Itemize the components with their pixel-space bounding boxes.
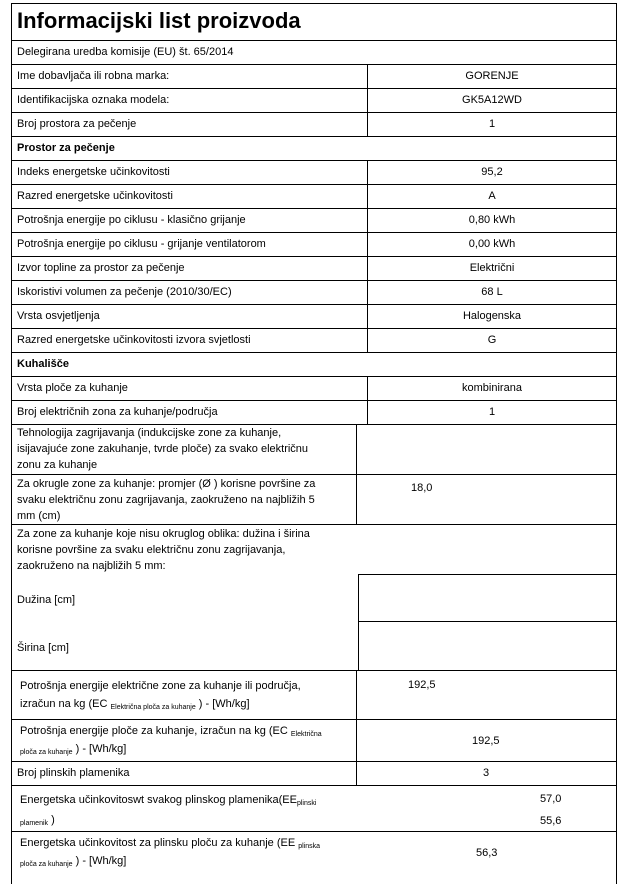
- hob-type-label: Vrsta ploče za kuhanje: [17, 382, 128, 394]
- oven-row-label: Iskoristivi volumen za pečenje (2010/30/EC): [17, 286, 232, 298]
- gas-burners-row: [12, 762, 616, 786]
- table-row: [12, 185, 616, 209]
- nonround-zone-block: [12, 525, 616, 671]
- length-label: Dužina [cm]: [17, 594, 76, 606]
- length-value-cell: [358, 574, 616, 622]
- oven-row-label: Vrsta osvjetljenja: [17, 310, 100, 322]
- hob-energy-value: 192,5: [472, 735, 500, 747]
- oven-row-value: G: [487, 334, 497, 346]
- oven-section-row: [12, 137, 616, 161]
- hob-section-heading: Kuhališče: [17, 358, 69, 370]
- oven-row-value: 0,00 kWh: [468, 238, 516, 250]
- width-label: Širina [cm]: [17, 642, 69, 654]
- gas-hob-efficiency-row: [12, 832, 616, 884]
- page-title: Informacijski list proizvoda: [17, 8, 301, 33]
- round-zone-label-line2: svaku električnu zonu zagrijavanja, zaokruženo na najbližih 5: [17, 494, 315, 506]
- gas-efficiency-label-line2: $_{plamenik}$ ): [20, 814, 55, 827]
- oven-row-label: Razred energetske učinkovitosti izvora svjetlosti: [17, 334, 251, 346]
- hob-section-row: [12, 353, 616, 377]
- table-row: [12, 209, 616, 233]
- model-value: GK5A12WD: [462, 94, 522, 106]
- zone-energy-label-line2: izračun na kg (EC $_{Električna ploča za kuhanje}$ ) - [Wh/kg]: [20, 698, 250, 711]
- zones-value: 1: [488, 406, 496, 418]
- oven-section-heading: Prostor za pečenje: [17, 142, 115, 154]
- hob-type-value: kombinirana: [462, 382, 522, 394]
- hob-energy-label-line2: $_{ploča za kuhanje}$ ) - [Wh/kg]: [20, 743, 127, 756]
- zone-energy-row: [12, 671, 616, 720]
- oven-row-value: Električni: [469, 262, 515, 274]
- cavities-label: Broj prostora za pečenje: [17, 118, 137, 130]
- oven-row-label: Izvor topline za prostor za pečenje: [17, 262, 185, 274]
- hob-energy-label-line1: Potrošnja energije ploče za kuhanje, izračun na kg (EC $_{Električna}$: [20, 725, 322, 738]
- table-row: [12, 281, 616, 305]
- product-information-sheet: [11, 3, 617, 884]
- oven-row-label: Potrošnja energije po ciklusu - grijanje ventilatorom: [17, 238, 266, 250]
- supplier-label: Ime dobavljača ili robna marka:: [17, 70, 170, 82]
- gas-hob-efficiency-label-line2: $_{ploča za kuhanje}$ ) - [Wh/kg]: [20, 855, 127, 868]
- table-row: [12, 161, 616, 185]
- gas-hob-efficiency-value: 56,3: [476, 847, 498, 859]
- technology-label-line3: zonu za kuhanje: [17, 459, 98, 471]
- nonround-label-line3: zaokruženo na najbližih 5 mm:: [17, 560, 166, 572]
- oven-row-value: Halogenska: [462, 310, 522, 322]
- supplier-value: GORENJE: [465, 70, 519, 82]
- cavities-value: 1: [488, 118, 496, 130]
- oven-row-value: A: [488, 190, 496, 202]
- model-row: [12, 89, 616, 113]
- technology-row: [12, 425, 616, 475]
- oven-row-value: 95,2: [481, 166, 503, 178]
- table-row: [12, 305, 616, 329]
- gas-burners-value: 3: [483, 767, 490, 779]
- gas-efficiency-value-1: 57,0: [540, 793, 562, 805]
- table-row: [12, 329, 616, 353]
- table-row: [12, 257, 616, 281]
- gas-efficiency-value-2: 55,6: [540, 815, 562, 827]
- oven-row-label: Razred energetske učinkovitosti: [17, 190, 173, 202]
- round-zone-row: [12, 475, 616, 525]
- gas-burners-label: Broj plinskih plamenika: [17, 767, 130, 779]
- gas-efficiency-row: [12, 786, 616, 832]
- hob-energy-row: [12, 720, 616, 762]
- model-label: Identifikacijska oznaka modela:: [17, 94, 170, 106]
- gas-hob-efficiency-label-line1: Energetska učinkovitost za plinsku ploču za kuhanje (EE $_{plinska}$: [20, 837, 321, 850]
- nonround-label-line2: korisne površine za svaku električnu zonu zagrijavanja,: [17, 544, 286, 556]
- round-zone-label-line3: mm (cm): [17, 510, 61, 522]
- regulation-row: [12, 41, 616, 65]
- round-zone-label-line1: Za okrugle zone za kuhanje: promjer (Ø ) korisne površine za: [17, 478, 316, 490]
- hob-type-row: [12, 377, 616, 401]
- zones-label: Broj električnih zona za kuhanje/područja: [17, 406, 218, 418]
- zone-energy-label-line1: Potrošnja energije električne zone za kuhanje ili područja,: [20, 680, 301, 692]
- technology-label-line2: isijavajuće zone zakuhanje, tvrde ploče) za svako električnu: [17, 443, 309, 455]
- title-row: [12, 4, 616, 41]
- cavities-row: [12, 113, 616, 137]
- round-zone-value: 18,0: [411, 482, 433, 494]
- zones-row: [12, 401, 616, 425]
- table-row: [12, 233, 616, 257]
- gas-efficiency-label-line1: Energetska učinkovitoswt svakog plinskog $plamenika(EE_{plinski}$: [20, 794, 317, 807]
- oven-row-value: 0,80 kWh: [468, 214, 516, 226]
- oven-row-value: 68 L: [481, 286, 503, 298]
- technology-label-line1: Tehnologija zagrijavanja (indukcijske zone za kuhanje,: [17, 427, 282, 439]
- regulation-text: Delegirana uredba komisije (EU) št. 65/2014: [17, 46, 234, 58]
- nonround-label-line1: Za zone za kuhanje koje nisu okruglog oblika: dužina i širina: [17, 528, 310, 540]
- supplier-row: [12, 65, 616, 89]
- zone-energy-value: 192,5: [408, 679, 436, 691]
- oven-row-label: Indeks energetske učinkovitosti: [17, 166, 170, 178]
- oven-row-label: Potrošnja energije po ciklusu - klasično grijanje: [17, 214, 246, 226]
